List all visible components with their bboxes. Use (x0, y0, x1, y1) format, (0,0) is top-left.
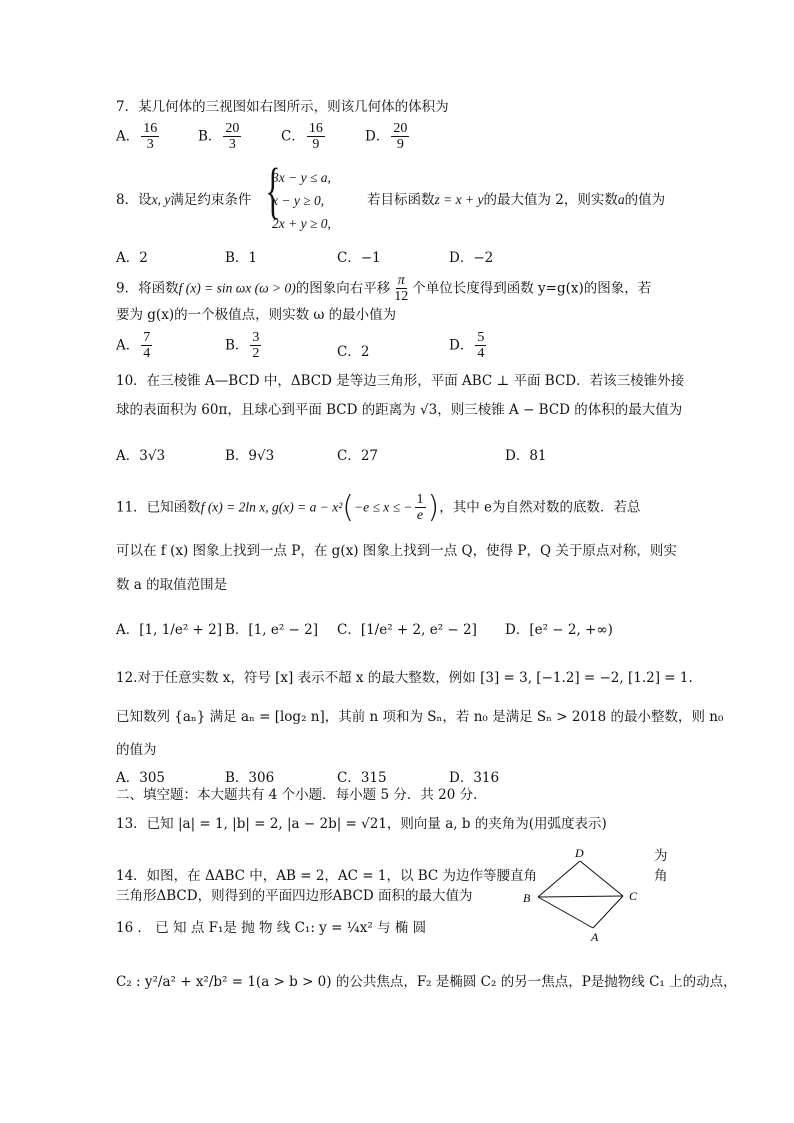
q11-option-c: C．[1/e² + 2, e² − 2] (337, 622, 477, 638)
q14-stem-line2: 三角形ΔBCD，则得到的平面四边形ABCD 面积的最大值为 (116, 888, 473, 904)
q8-stem: 8．设x, y满足约束条件 (116, 192, 252, 208)
q12-option-c: C．315 (337, 770, 387, 786)
q9-option-b: B． $\frac{3}{2}$ (225, 330, 260, 362)
q11-option-a: A．[1, 1/e² + 2] (116, 622, 222, 638)
q14-side-text-1: 为 (654, 848, 668, 864)
vertex-label-a: A (591, 930, 599, 944)
q9-stem: 9．将函数f (x) = sin ωx (ω > 0)的图象向右平移 $\frac{\pi}{12}$ 个单位长度得到函数 y=g(x)的图象，若 (116, 273, 652, 305)
q8-constraint-1: 3x − y ≤ a, (272, 170, 331, 185)
q12-stem-line3: 的值为 (116, 742, 157, 758)
q14-side-text-2: 角 (654, 868, 668, 884)
q13-stem: 13．已知 |a| = 1, |b| = 2, |a − 2b| = √21，则向量 a, b 的夹角为(用弧度表示) (116, 816, 607, 832)
q11-stem: 11．已知函数f (x) = 2ln x, g(x) = a − x²(−e ≤ x ≤ − $\frac{1}{e}$ )，其中 e为自然对数的底数．若总 (116, 489, 641, 525)
vertex-label-d: D (575, 846, 584, 860)
q7-stem: 7．某几何体的三视图如右图所示，则该几何体的体积为 (116, 99, 449, 115)
vertex-label-c: C (629, 889, 638, 903)
q7-option-b: B． $\frac{20}{3}$ (198, 121, 240, 153)
q8-constraint-3: 2x + y ≥ 0, (272, 216, 331, 231)
q10-stem-line1: 10．在三棱锥 A—BCD 中，ΔBCD 是等边三角形，平面 ABC ⊥ 平面 BCD．若该三棱锥外接 (116, 373, 685, 389)
q8-constraint-2: x − y ≥ 0, (272, 193, 325, 208)
q9-option-a: A． $\frac{7}{4}$ (116, 330, 151, 362)
q7-option-c: C． $\frac{16}{9}$ (281, 121, 323, 153)
q10-option-b: B．9√3 (225, 448, 275, 464)
q10-stem-line2: 球的表面积为 60π，且球心到平面 BCD 的距离为 √3，则三棱锥 A − BCD 的体积的最大值为 (116, 402, 683, 418)
q12-stem-line2: 已知数列 {aₙ} 满足 aₙ = [log₂ n]，其前 n 项和为 Sₙ，若 n₀ 是满足 Sₙ > 2018 的最小整数，则 n₀ (116, 709, 724, 725)
q7-option-d: D． $\frac{20}{9}$ (365, 121, 408, 153)
q12-option-b: B．306 (225, 770, 275, 786)
q8-option-b: B．1 (225, 250, 258, 266)
q9-stem-line2: 要为 g(x)的一个极值点，则实数 ω 的最小值为 (116, 307, 397, 323)
q16-stem-line1: 16 ． 已 知 点 F₁是 抛 物 线 C₁: y = ¼x² 与 椭 圆 (116, 920, 427, 936)
q8-option-d: D．−2 (449, 250, 494, 266)
q8-stem-tail: 若目标函数z = x + y的最大值为 2，则实数a的值为 (367, 192, 666, 208)
q14-stem-line1: 14．如图，在 ΔABC 中，AB = 2，AC = 1，以 BC 为边作等腰直角 (116, 868, 538, 884)
q9-option-d: D． $\frac{5}{4}$ (449, 330, 485, 362)
q12-option-d: D．316 (449, 770, 500, 786)
q12-stem-line1: 12.对于任意实数 x，符号 [x] 表示不超 x 的最大整数，例如 [3] = 3, [−1.2] = −2, [1.2] = 1. (116, 670, 693, 686)
q9-option-c: C．2 (337, 344, 370, 360)
q10-option-d: D．81 (505, 448, 547, 464)
q11-option-b: B．[1, e² − 2] (225, 622, 319, 638)
q12-option-a: A．305 (116, 770, 166, 786)
q11-stem-line2: 可以在 f (x) 图象上找到一点 P，在 g(x) 图象上找到一点 Q，使得 P，Q 关于原点对称，则实 (116, 543, 677, 559)
q14-quadrilateral-figure (505, 845, 645, 945)
q7-option-a: A． $\frac{16}{3}$ (116, 121, 158, 153)
q16-stem-line2: C₂ : y²/a² + x²/b² = 1(a > b > 0) 的公共焦点，F₂ 是椭圆 C₂ 的另一焦点，P是抛物线 C₁ 上的动点， (116, 974, 737, 990)
q11-option-d: D．[e² − 2, +∞) (505, 622, 613, 638)
q8-option-a: A．2 (116, 250, 148, 266)
vertex-label-b: B (523, 891, 531, 905)
section-fill-in-heading: 二、填空题：本大题共有 4 个小题．每小题 5 分．共 20 分． (116, 787, 487, 803)
q10-option-a: A．3√3 (116, 448, 166, 464)
q11-stem-line3: 数 a 的取值范围是 (116, 577, 228, 593)
q10-option-c: C．27 (337, 448, 379, 464)
q8-brace: { (265, 157, 281, 225)
q8-option-c: C．−1 (337, 250, 381, 266)
